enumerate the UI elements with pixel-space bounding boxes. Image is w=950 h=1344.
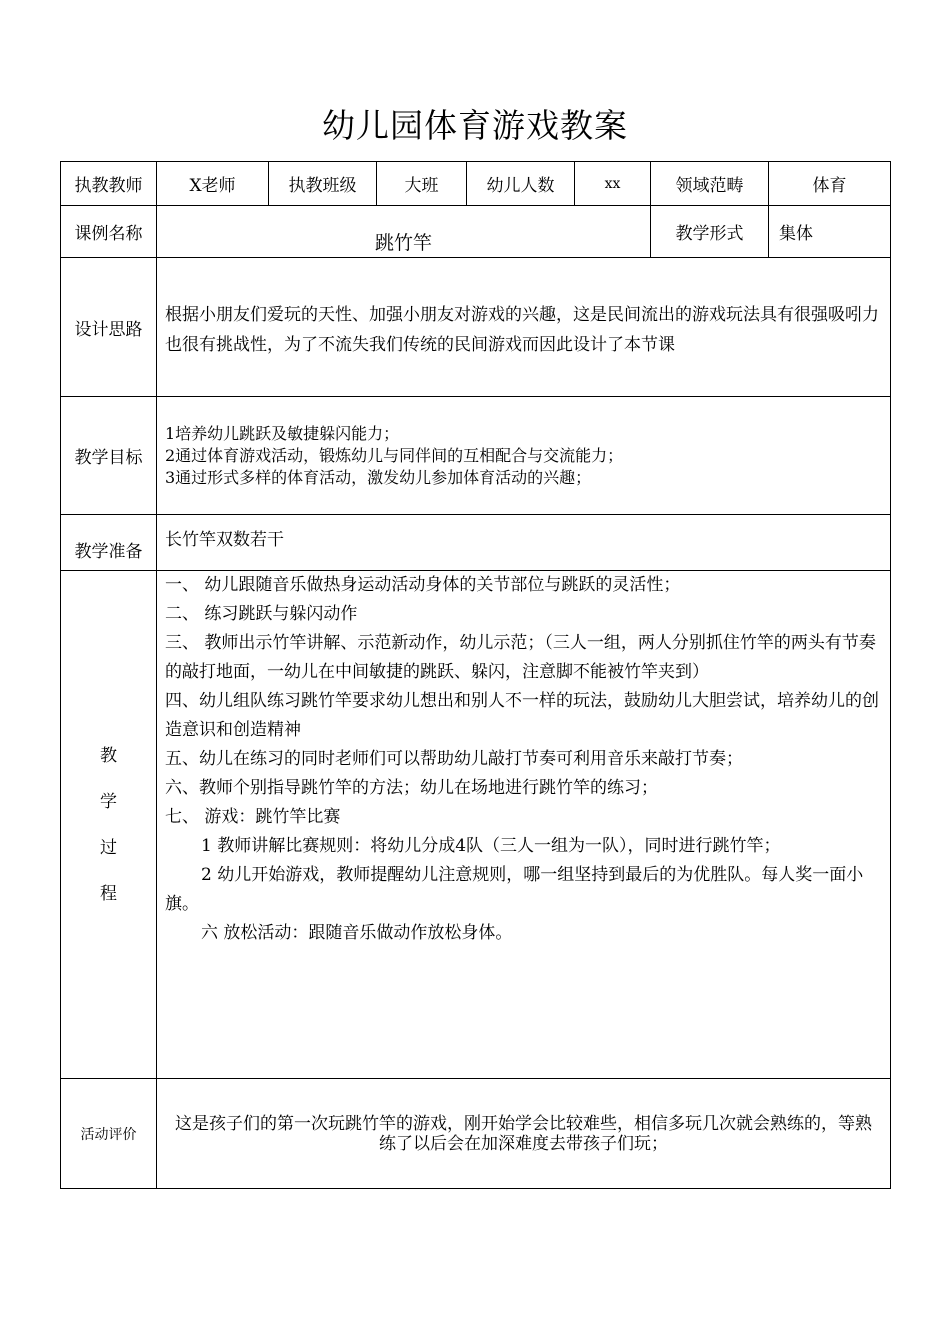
course-row [61,206,891,258]
evaluation-label: 活动评价 [61,1079,157,1189]
goals-list [157,397,891,515]
prep-row [61,515,891,571]
process-step: 五、幼儿在练习的同时老师们可以帮助幼儿敲打节奏可利用音乐来敲打节奏； [165,749,743,769]
process-step: 三、 教师出示竹竿讲解、示范新动作，幼儿示范；（三人一组，两人分别抓住竹竿的两头有节奏的敲打地面，一幼儿在中间敏捷的跳跃、躲闪，注意脚不能被竹竿夹到） [165,633,876,682]
process-step: 一、 幼儿跟随音乐做热身运动活动身体的关节部位与跳跃的灵活性； [165,575,681,595]
document-title: 幼儿园体育游戏教案 [322,106,628,145]
evaluation-row [61,1079,891,1189]
goal-item: 2通过体育游戏活动，锻炼幼儿与同伴间的互相配合与交流能力； [165,445,624,465]
class-label: 执教班级 [269,162,377,206]
prep-text: 长竹竿双数若干 [157,515,891,571]
design-row [61,258,891,397]
domain-label: 领域范畴 [651,162,769,206]
count-label: 幼儿人数 [467,162,575,206]
course-name-label: 课例名称 [61,206,157,258]
process-steps [157,571,891,1079]
process-step: 二、 练习跳跃与躲闪动作 [165,604,358,624]
process-sub-step: 1 教师讲解比赛规则：将幼儿分成4队（三人一组为一队），同时进行跳竹竿； [201,836,781,856]
goals-row [61,397,891,515]
teacher-label: 执教教师 [61,162,157,206]
count-value: xx [575,162,651,206]
process-sub-step: 六 放松活动：跟随音乐做动作放松身体。 [201,923,513,943]
process-label-char: 教 [100,745,117,766]
process-label-char: 学 [100,791,117,812]
course-name-value: 跳竹竿 [157,206,651,258]
goals-label: 教学目标 [61,397,157,515]
form-label: 教学形式 [651,206,769,258]
domain-value: 体育 [769,162,891,206]
lesson-plan-table [60,161,891,1189]
process-step: 四、幼儿组队练习跳竹竿要求幼儿想出和别人不一样的玩法，鼓励幼儿大胆尝试，培养幼儿的创造意识和创造精神 [165,691,879,740]
prep-label: 教学准备 [61,515,157,571]
process-sub-step: 2 幼儿开始游戏，教师提醒幼儿注意规则，哪一组坚持到最后的为优胜队。每人奖一面小旗。 [165,865,864,914]
design-label: 设计思路 [61,258,157,397]
form-value: 集体 [769,206,891,258]
process-step: 七、 游戏：跳竹竿比赛 [165,807,341,827]
header-row [61,162,891,206]
teacher-value: X老师 [157,162,269,206]
evaluation-text: 这是孩子们的第一次玩跳竹竿的游戏，刚开始学会比较难些，相信多玩几次就会熟练的，等熟练了以后会在加深难度去带孩子们玩； [157,1079,891,1189]
process-step: 六、教师个别指导跳竹竿的方法；幼儿在场地进行跳竹竿的练习； [165,778,658,798]
process-label [61,571,157,1079]
process-label-char: 过 [100,837,117,858]
design-text: 根据小朋友们爱玩的天性、加强小朋友对游戏的兴趣，这是民间流出的游戏玩法具有很强吸吲力也很有挑战性，为了不流失我们传统的民间游戏而因此设计了本节课 [157,258,891,397]
class-value: 大班 [377,162,467,206]
process-row [61,571,891,1079]
process-label-char: 程 [100,883,117,904]
goal-item: 3通过形式多样的体育活动，激发幼儿参加体育活动的兴趣； [165,467,592,487]
goal-item: 1培养幼儿跳跃及敏捷躲闪能力； [165,423,400,443]
